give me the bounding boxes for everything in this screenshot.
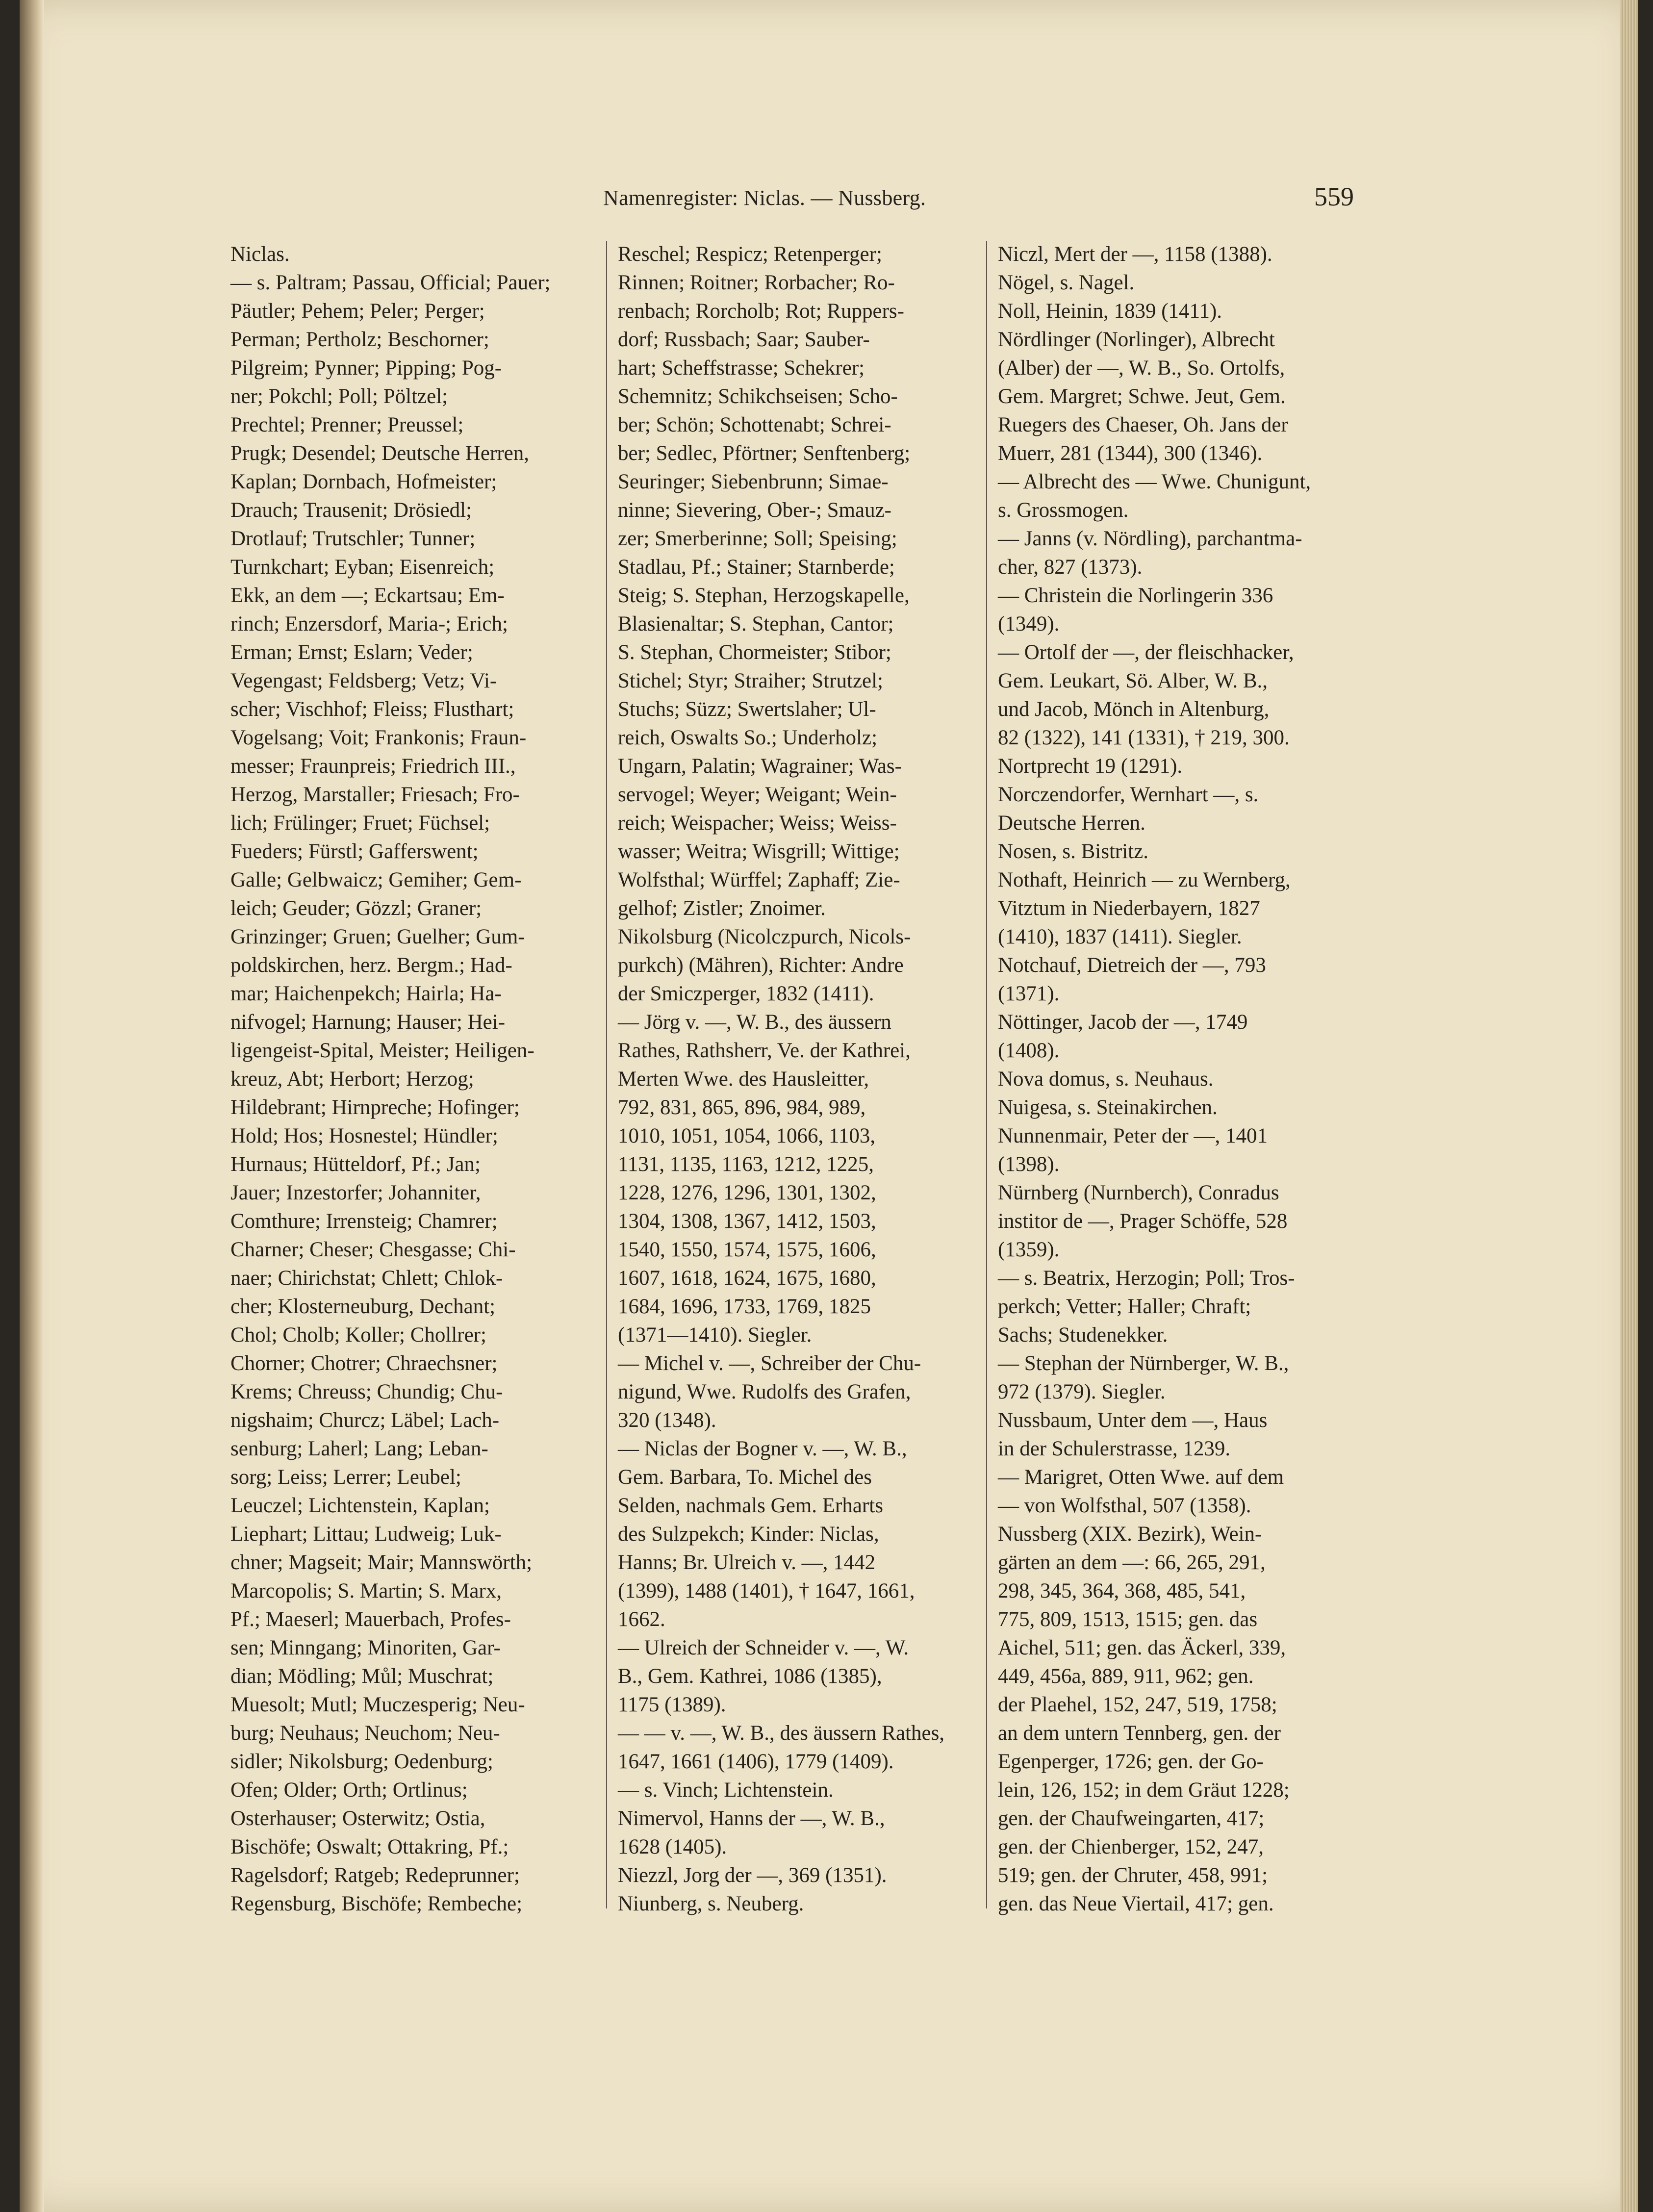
index-line: (1371). — [998, 982, 1060, 1005]
index-line: Nürnberg (Nurnberch), Conradus — [998, 1181, 1279, 1204]
index-line: Rinnen; Roitner; Rorbacher; Ro- — [618, 271, 895, 294]
index-line: renbach; Rorcholb; Rot; Ruppers- — [618, 300, 904, 323]
index-line: Ofen; Older; Orth; Ortlinus; — [230, 1779, 468, 1802]
index-line: Vogelsang; Voit; Frankonis; Fraun- — [230, 726, 527, 749]
page-number: 559 — [1314, 182, 1354, 211]
index-line: Merten Wwe. des Hausleitter, — [618, 1068, 869, 1091]
index-line: (Alber) der —, W. B., So. Ortolfs, — [998, 356, 1285, 380]
index-line: Jauer; Inzestorfer; Johanniter, — [230, 1181, 481, 1204]
index-line: Nussbaum, Unter dem —, Haus — [998, 1409, 1268, 1432]
index-line: 320 (1348). — [618, 1409, 716, 1432]
index-line: Prugk; Desendel; Deutsche Herren, — [230, 442, 529, 465]
index-line: der Smiczperger, 1832 (1411). — [618, 982, 874, 1005]
index-line: gelhof; Zistler; Znoimer. — [618, 897, 826, 920]
index-line: Ekk, an dem —; Eckartsau; Em- — [230, 584, 505, 607]
index-line: Hanns; Br. Ulreich v. —, 1442 — [618, 1551, 876, 1574]
index-line: 449, 456a, 889, 911, 962; gen. — [998, 1665, 1254, 1688]
index-line: ligengeist-Spital, Meister; Heiligen- — [230, 1039, 534, 1062]
index-line: institor de —, Prager Schöffe, 528 — [998, 1210, 1288, 1233]
index-line: ner; Pokchl; Poll; Pöltzel; — [230, 385, 448, 408]
index-line: Nosen, s. Bistritz. — [998, 840, 1148, 863]
index-line: 82 (1322), 141 (1331), † 219, 300. — [998, 726, 1290, 749]
index-line: Vegengast; Feldsberg; Vetz; Vi- — [230, 669, 497, 692]
index-line: 972 (1379). Siegler. — [998, 1380, 1166, 1403]
index-line: Steig; S. Stephan, Herzogskapelle, — [618, 584, 910, 607]
index-line: Hold; Hos; Hosnestel; Hündler; — [230, 1124, 498, 1147]
index-line: Herzog, Marstaller; Friesach; Fro- — [230, 783, 520, 806]
index-line: (1408). — [998, 1039, 1060, 1062]
index-line: 1662. — [618, 1608, 665, 1631]
index-line: Notchauf, Dietreich der —, 793 — [998, 954, 1266, 977]
index-line: Comthure; Irrensteig; Chamrer; — [230, 1210, 498, 1233]
index-line: Liephart; Littau; Ludweig; Luk- — [230, 1523, 502, 1546]
index-line: Prechtel; Prenner; Preussel; — [230, 413, 464, 436]
index-line: dorf; Russbach; Saar; Sauber- — [618, 328, 870, 351]
index-line: Gem. Leukart, Sö. Alber, W. B., — [998, 669, 1268, 692]
index-line: Nothaft, Heinrich — zu Wernberg, — [998, 868, 1291, 891]
index-line: und Jacob, Mönch in Altenburg, — [998, 698, 1270, 721]
index-line: dian; Mödling; Můl; Muschrat; — [230, 1665, 494, 1688]
index-line: Niclas. — [230, 243, 290, 266]
index-line: Regensburg, Bischöfe; Rembeche; — [230, 1892, 523, 1915]
index-line: burg; Neuhaus; Neuchom; Neu- — [230, 1722, 500, 1745]
index-line: Nova domus, s. Neuhaus. — [998, 1068, 1214, 1091]
index-line: 1175 (1389). — [618, 1693, 726, 1716]
index-line: Nunnenmair, Peter der —, 1401 — [998, 1124, 1268, 1147]
index-column-2 — [618, 240, 991, 1918]
index-line: Stichel; Styr; Straiher; Strutzel; — [618, 669, 884, 692]
index-line: kreuz, Abt; Herbort; Herzog; — [230, 1068, 474, 1091]
index-line: Chorner; Chotrer; Chraechsner; — [230, 1352, 498, 1375]
index-line: leich; Geuder; Gözzl; Graner; — [230, 897, 482, 920]
index-line: — Christein die Norlingerin 336 — [998, 584, 1273, 607]
index-line: Nördlinger (Norlinger), Albrecht — [998, 328, 1275, 351]
index-line: — Jörg v. —, W. B., des äussern — [618, 1011, 891, 1034]
index-line: Nimervol, Hanns der —, W. B., — [618, 1807, 885, 1830]
index-line: Kaplan; Dornbach, Hofmeister; — [230, 470, 497, 493]
index-line: scher; Vischhof; Fleiss; Flusthart; — [230, 698, 514, 721]
index-line: Osterhauser; Osterwitz; Ostia, — [230, 1807, 485, 1830]
page-gutter — [20, 0, 44, 2212]
index-line: (1359). — [998, 1238, 1060, 1261]
index-line: Päutler; Pehem; Peler; Perger; — [230, 300, 485, 323]
index-line: cher, 827 (1373). — [998, 556, 1143, 579]
index-line: 792, 831, 865, 896, 984, 989, — [618, 1096, 866, 1119]
index-line: Niunberg, s. Neuberg. — [618, 1892, 804, 1915]
index-line: — von Wolfsthal, 507 (1358). — [998, 1494, 1251, 1517]
index-line: an dem untern Tennberg, gen. der — [998, 1722, 1281, 1745]
index-line: 1628 (1405). — [618, 1835, 727, 1858]
index-line: Hildebrant; Hirnpreche; Hofinger; — [230, 1096, 520, 1119]
index-line: — Ulreich der Schneider v. —, W. — [618, 1636, 909, 1659]
index-line: Drauch; Trausenit; Drösiedl; — [230, 499, 472, 522]
index-line: Ungarn, Palatin; Wagrainer; Was- — [618, 755, 902, 778]
index-line: Charner; Cheser; Chesgasse; Chi- — [230, 1238, 516, 1261]
index-line: (1398). — [998, 1153, 1060, 1176]
index-line: Seuringer; Siebenbrunn; Simae- — [618, 470, 889, 493]
index-line: Nuigesa, s. Steinakirchen. — [998, 1096, 1218, 1119]
index-line: des Sulzpekch; Kinder: Niclas, — [618, 1523, 879, 1546]
index-line: senburg; Laherl; Lang; Leban- — [230, 1437, 488, 1460]
index-line: wasser; Weitra; Wisgrill; Wittige; — [618, 840, 900, 863]
index-line: — — v. —, W. B., des äussern Rathes, — [618, 1722, 945, 1745]
index-line: B., Gem. Kathrei, 1086 (1385), — [618, 1665, 882, 1688]
index-line: gen. der Chaufweingarten, 417; — [998, 1807, 1265, 1830]
index-line: Ragelsdorf; Ratgeb; Redeprunner; — [230, 1864, 520, 1887]
index-column-1 — [230, 240, 603, 1918]
index-line: Blasienaltar; S. Stephan, Cantor; — [618, 612, 894, 636]
index-line: (1399), 1488 (1401), † 1647, 1661, — [618, 1579, 915, 1602]
index-line: — Janns (v. Nördling), parchantma- — [998, 527, 1302, 550]
index-line: Gem. Margret; Schwe. Jeut, Gem. — [998, 385, 1286, 408]
index-line: Perman; Pertholz; Beschorner; — [230, 328, 489, 351]
index-line: S. Stephan, Chormeister; Stibor; — [618, 641, 891, 664]
index-line: Schemnitz; Schikchseisen; Scho- — [618, 385, 898, 408]
index-line: nigshaim; Churcz; Läbel; Lach- — [230, 1409, 500, 1432]
index-line: 1540, 1550, 1574, 1575, 1606, — [618, 1238, 876, 1261]
index-line: Muesolt; Mutl; Muczesperig; Neu- — [230, 1693, 525, 1716]
index-line: hart; Scheffstrasse; Schekrer; — [618, 356, 865, 380]
index-column-3 — [998, 240, 1371, 1918]
index-line: reich, Oswalts So.; Underholz; — [618, 726, 878, 749]
index-line: — Albrecht des — Wwe. Chunigunt, — [998, 470, 1311, 493]
index-line: s. Grossmogen. — [998, 499, 1129, 522]
index-line: mar; Haichenpekch; Hairla; Ha- — [230, 982, 502, 1005]
index-line: ninne; Sievering, Ober-; Smauz- — [618, 499, 891, 522]
index-line: Wolfsthal; Würffel; Zaphaff; Zie- — [618, 868, 900, 891]
index-line: gen. der Chienberger, 152, 247, — [998, 1835, 1264, 1858]
index-line: perkch; Vetter; Haller; Chraft; — [998, 1295, 1251, 1318]
index-line: Leuczel; Lichtenstein, Kaplan; — [230, 1494, 490, 1517]
index-line: (1371—1410). Siegler. — [618, 1323, 812, 1347]
index-line: 1607, 1618, 1624, 1675, 1680, — [618, 1267, 876, 1290]
index-line: Stadlau, Pf.; Stainer; Starnberde; — [618, 556, 895, 579]
index-line: 1304, 1308, 1367, 1412, 1503, — [618, 1210, 876, 1233]
index-line: — Ortolf der —, der fleischhacker, — [998, 641, 1294, 664]
index-line: der Plaehel, 152, 247, 519, 1758; — [998, 1693, 1277, 1716]
index-line: cher; Klosterneuburg, Dechant; — [230, 1295, 496, 1318]
index-line: Noll, Heinin, 1839 (1411). — [998, 300, 1222, 323]
index-line: — Michel v. —, Schreiber der Chu- — [618, 1352, 921, 1375]
index-line: messer; Fraunpreis; Friedrich III., — [230, 755, 516, 778]
running-head: Namenregister: Niclas. — Nussberg. — [603, 186, 926, 210]
index-line: Ruegers des Chaeser, Oh. Jans der — [998, 413, 1288, 436]
index-line: Reschel; Respicz; Retenperger; — [618, 243, 882, 266]
index-line: Vitztum in Niederbayern, 1827 — [998, 897, 1260, 920]
page-edge — [1620, 0, 1638, 2212]
index-line: Nöttinger, Jacob der —, 1749 — [998, 1011, 1248, 1034]
index-line: 1684, 1696, 1733, 1769, 1825 — [618, 1295, 871, 1318]
index-line: — Stephan der Nürnberger, W. B., — [998, 1352, 1289, 1375]
index-line: Krems; Chreuss; Chundig; Chu- — [230, 1380, 503, 1403]
index-line: Nussberg (XIX. Bezirk), Wein- — [998, 1523, 1262, 1546]
index-line: chner; Magseit; Mair; Mannswörth; — [230, 1551, 533, 1574]
index-line: 1647, 1661 (1406), 1779 (1409). — [618, 1750, 894, 1773]
index-line: — s. Paltram; Passau, Official; Pauer; — [230, 271, 551, 294]
index-line: Galle; Gelbwaicz; Gemiher; Gem- — [230, 868, 522, 891]
index-line: Deutsche Herren. — [998, 812, 1145, 835]
index-line: sorg; Leiss; Lerrer; Leubel; — [230, 1466, 461, 1489]
index-line: lein, 126, 152; in dem Gräut 1228; — [998, 1779, 1290, 1802]
index-line: nifvogel; Harnung; Hauser; Hei- — [230, 1011, 506, 1034]
index-line: — s. Vinch; Lichtenstein. — [618, 1779, 834, 1802]
index-line: 775, 809, 1513, 1515; gen. das — [998, 1608, 1258, 1631]
index-line: Fueders; Fürstl; Gafferswent; — [230, 840, 479, 863]
index-line: Pf.; Maeserl; Mauerbach, Profes- — [230, 1608, 511, 1631]
index-line: — Niclas der Bogner v. —, W. B., — [618, 1437, 907, 1460]
index-line: 298, 345, 364, 368, 485, 541, — [998, 1579, 1246, 1602]
index-line: Chol; Cholb; Koller; Chollrer; — [230, 1323, 486, 1347]
index-line: Drotlauf; Trutschler; Tunner; — [230, 527, 476, 550]
index-line: servogel; Weyer; Weigant; Wein- — [618, 783, 897, 806]
index-line: Aichel, 511; gen. das Äckerl, 339, — [998, 1636, 1286, 1659]
index-line: gärten an dem —: 66, 265, 291, — [998, 1551, 1266, 1574]
index-line: poldskirchen, herz. Bergm.; Had- — [230, 954, 512, 977]
index-line: sen; Minngang; Minoriten, Gar- — [230, 1636, 501, 1659]
index-line: Nortprecht 19 (1291). — [998, 755, 1183, 778]
column-rule-left — [606, 241, 607, 1908]
index-line: Gem. Barbara, To. Michel des — [618, 1466, 872, 1489]
index-line: Selden, nachmals Gem. Erharts — [618, 1494, 883, 1517]
index-line: Hurnaus; Hütteldorf, Pf.; Jan; — [230, 1153, 481, 1176]
index-line: Marcopolis; S. Martin; S. Marx, — [230, 1579, 502, 1602]
index-line: 519; gen. der Chruter, 458, 991; — [998, 1864, 1268, 1887]
index-line: nigund, Wwe. Rudolfs des Grafen, — [618, 1380, 911, 1403]
index-line: Erman; Ernst; Eslarn; Veder; — [230, 641, 473, 664]
index-line: naer; Chirichstat; Chlett; Chlok- — [230, 1267, 503, 1290]
index-line: Nögel, s. Nagel. — [998, 271, 1135, 294]
index-line: rinch; Enzersdorf, Maria-; Erich; — [230, 612, 508, 636]
index-line: (1349). — [998, 612, 1060, 636]
index-line: Turnkchart; Eyban; Eisenreich; — [230, 556, 495, 579]
index-line: gen. das Neue Viertail, 417; gen. — [998, 1892, 1274, 1915]
index-line: Muerr, 281 (1344), 300 (1346). — [998, 442, 1263, 465]
index-line: (1410), 1837 (1411). Siegler. — [998, 925, 1242, 948]
index-line: sidler; Nikolsburg; Oedenburg; — [230, 1750, 493, 1773]
index-line: Norczendorfer, Wernhart —, s. — [998, 783, 1259, 806]
index-line: reich; Weispacher; Weiss; Weiss- — [618, 812, 897, 835]
index-line: purkch) (Mähren), Richter: Andre — [618, 954, 904, 977]
index-line: ber; Schön; Schottenabt; Schrei- — [618, 413, 891, 436]
index-line: Nikolsburg (Nicolczpurch, Nicols- — [618, 925, 911, 948]
index-line: ber; Sedlec, Pförtner; Senftenberg; — [618, 442, 911, 465]
index-line: in der Schulerstrasse, 1239. — [998, 1437, 1231, 1460]
index-line: 1228, 1276, 1296, 1301, 1302, — [618, 1181, 876, 1204]
index-line: Rathes, Rathsherr, Ve. der Kathrei, — [618, 1039, 911, 1062]
index-line: Bischöfe; Oswalt; Ottakring, Pf.; — [230, 1835, 509, 1858]
index-line: 1131, 1135, 1163, 1212, 1225, — [618, 1153, 874, 1176]
index-line: zer; Smerberinne; Soll; Speising; — [618, 527, 897, 550]
index-line: 1010, 1051, 1054, 1066, 1103, — [618, 1124, 876, 1147]
index-line: Niczl, Mert der —, 1158 (1388). — [998, 243, 1272, 266]
index-line: Grinzinger; Gruen; Guelher; Gum- — [230, 925, 525, 948]
index-line: Niezzl, Jorg der —, 369 (1351). — [618, 1864, 887, 1887]
index-line: Egenperger, 1726; gen. der Go- — [998, 1750, 1264, 1773]
index-line: — s. Beatrix, Herzogin; Poll; Tros- — [998, 1267, 1295, 1290]
index-line: Sachs; Studenekker. — [998, 1323, 1168, 1347]
index-line: Stuchs; Süzz; Swertslaher; Ul- — [618, 698, 876, 721]
index-line: Pilgreim; Pynner; Pipping; Pog- — [230, 356, 502, 380]
index-line: — Marigret, Otten Wwe. auf dem — [998, 1466, 1284, 1489]
index-line: lich; Frülinger; Fruet; Füchsel; — [230, 812, 490, 835]
